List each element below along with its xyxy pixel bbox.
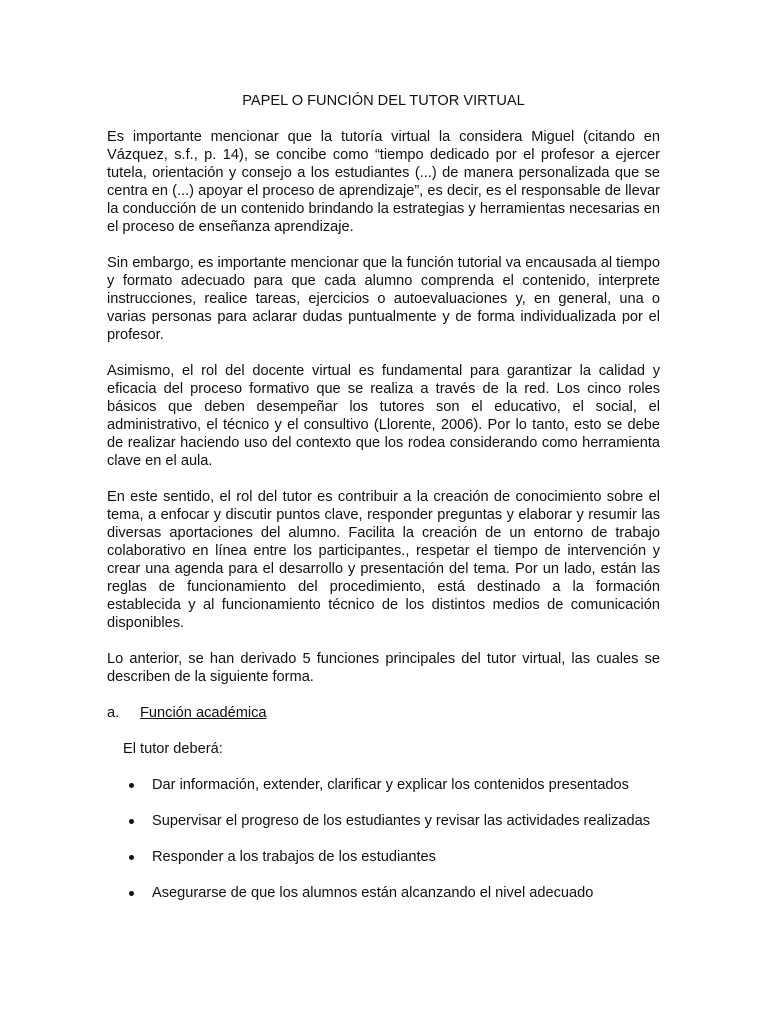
list-item-text: Dar información, extender, clarificar y explicar los contenidos presentados	[152, 777, 629, 793]
document-page	[107, 92, 660, 920]
list-item	[107, 848, 660, 866]
section-heading	[107, 704, 660, 722]
paragraph: Asimismo, el rol del docente virtual es fundamental para garantizar la calidad y eficacia del proceso formativo que se realiza a través de la red. Los cinco roles básicos que deben desempeñar los tutores son el educativo, el social, el administrativo, el técnico y el consultivo (Llorente, 2006). Por lo tanto, esto se debe de realizar haciendo uso del contexto que los rodea considerando como herramienta clave en el aula.	[107, 363, 660, 469]
list-item-text: Supervisar el progreso de los estudiantes y revisar las actividades realizadas	[152, 813, 651, 829]
bullet-icon	[129, 819, 134, 824]
list-item	[107, 884, 660, 902]
paragraph: Lo anterior, se han derivado 5 funciones principales del tutor virtual, las cuales se describen de la siguiente forma.	[107, 651, 660, 685]
list-item	[107, 776, 660, 794]
lead-text: El tutor deberá:	[123, 741, 223, 757]
bullet-icon	[129, 855, 134, 860]
bullet-icon	[129, 891, 134, 896]
paragraph: En este sentido, el rol del tutor es contribuir a la creación de conocimiento sobre el tema, a enfocar y discutir puntos clave, responder preguntas y elaborar y resumir las diversas aportaciones del alumno. Facilita la creación de un entorno de trabajo colaborativo en línea entre los participantes., respetar el tiempo de intervención y crear una agenda para el desarrollo y presentación del tema. Por un lado, están las reglas de funcionamiento del procedimiento, está destinado a la formación establecida y al funcionamiento técnico de los distintos medios de comunicación disponibles.	[107, 489, 660, 631]
list-item	[107, 812, 660, 830]
bullet-list	[107, 776, 660, 902]
bullet-icon	[129, 783, 134, 788]
paragraph: Sin embargo, es importante mencionar que la función tutorial va encausada al tiempo y formato adecuado para que cada alumno comprenda el contenido, interprete instrucciones, realice tareas, ejercicios o autoevaluaciones y, en general, una o varias personas para aclarar dudas puntualmente y de forma individualizada por el profesor.	[107, 255, 660, 343]
list-item-text: Asegurarse de que los alumnos están alcanzando el nivel adecuado	[152, 885, 594, 901]
paragraph: Es importante mencionar que la tutoría virtual la considera Miguel (citando en Vázquez, s.f., p. 14), se concibe como “tiempo dedicado por el profesor a ejercer tutela, orientación y consejo a los estudiantes (...) de manera personalizada que se centra en (...) apoyar el proceso de aprendizaje”, es decir, es el responsable de llevar la conducción de un contenido brindando la estrategias y herramientas necesarias en el proceso de enseñanza aprendizaje.	[107, 129, 660, 235]
section-marker: a.	[107, 705, 120, 721]
document-title: PAPEL O FUNCIÓN DEL TUTOR VIRTUAL	[242, 93, 525, 109]
list-item-text: Responder a los trabajos de los estudiantes	[152, 849, 436, 865]
section-title: Función académica	[140, 705, 267, 721]
